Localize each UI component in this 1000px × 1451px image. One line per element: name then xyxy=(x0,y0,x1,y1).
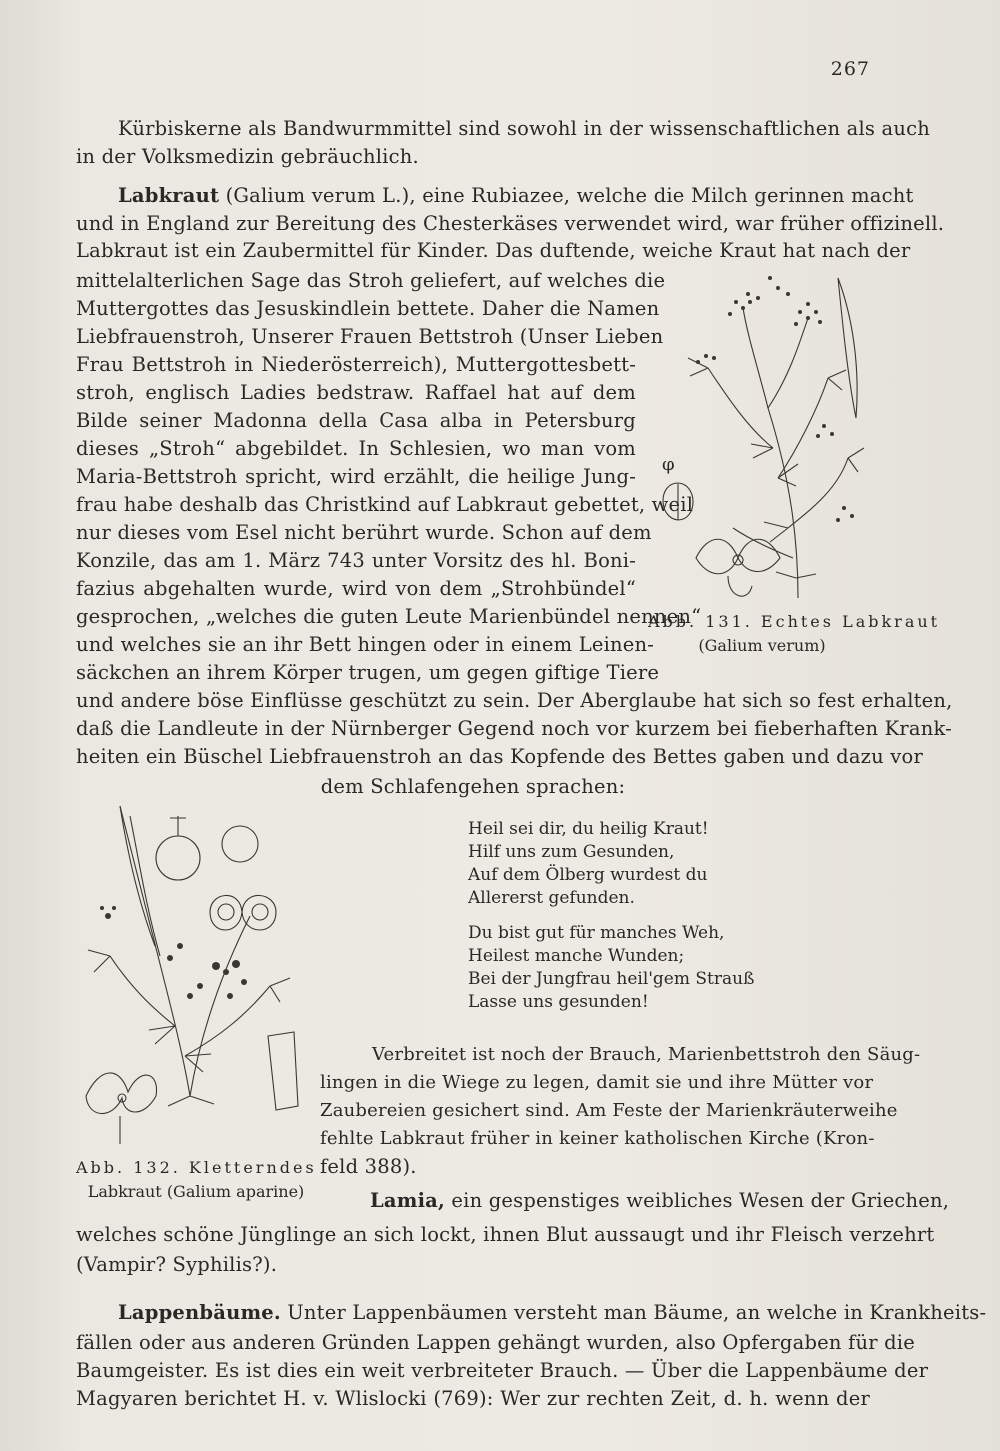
figure-131-caption: Abb. 131. Echtes Labkraut xyxy=(648,612,941,631)
text-line: säckchen an ihrem Körper trugen, um gegen giftige Tiere xyxy=(76,661,660,684)
poem-line: Auf dem Ölberg wurdest du xyxy=(468,865,708,885)
text-line: lingen in die Wiege zu legen, damit sie und ihre Mütter vor xyxy=(320,1072,874,1093)
poem-line: Lasse uns gesunden! xyxy=(468,992,649,1012)
poem-line: Hilf uns zum Gesunden, xyxy=(468,842,675,862)
page-number: 267 xyxy=(830,58,870,80)
text-line: Bilde seiner Madonna della Casa alba in Petersburg xyxy=(76,409,636,432)
figure-132-illustration xyxy=(80,796,315,1148)
entry-term: Lamia, xyxy=(370,1189,446,1212)
text-line: fällen oder aus anderen Gründen Lappen gehängt wurden, also Opfergaben für die xyxy=(76,1331,915,1354)
text-line: nur dieses vom Esel nicht berührt wurde. Schon auf dem xyxy=(76,521,652,544)
poem-line: Du bist gut für manches Weh, xyxy=(468,923,725,943)
text-line: heiten ein Büschel Liebfrauenstroh an das Kopfende des Bettes gaben und dazu vor xyxy=(76,745,923,768)
text-line: stroh, englisch Ladies bedstraw. Raffael hat auf dem xyxy=(76,381,636,404)
figure-label-phi: φ xyxy=(662,454,675,475)
text-line: und in England zur Bereitung des Chesterkäses verwendet wird, war früher offizinell. xyxy=(76,212,945,235)
text-line: Frau Bettstroh in Niederösterreich), Muttergottesbett- xyxy=(76,353,636,376)
text-line: Konzile, das am 1. März 743 unter Vorsitz des hl. Boni- xyxy=(76,549,636,572)
text-line: fehlte Labkraut früher in keiner katholischen Kirche (Kron- xyxy=(320,1128,875,1149)
text-line: welches schöne Jünglinge an sich lockt, ihnen Blut aussaugt und ihr Fleisch verzehrt xyxy=(76,1223,935,1246)
text-line: (Vampir? Syphilis?). xyxy=(76,1253,278,1276)
poem-line: Allererst gefunden. xyxy=(468,888,635,908)
text-line: daß die Landleute in der Nürnberger Gegend noch vor kurzem bei fieberhaften Krank- xyxy=(76,717,952,740)
text-line: Labkraut ist ein Zaubermittel für Kinder. Das duftende, weiche Kraut hat nach der xyxy=(76,239,911,262)
text-line: dieses „Stroh“ abgebildet. In Schlesien, wo man vom xyxy=(76,437,636,460)
text-line: in der Volksmedizin gebräuchlich. xyxy=(76,145,419,168)
text-line: mittelalterlichen Sage das Stroh geliefert, auf welches die xyxy=(76,269,666,292)
text-line: frau habe deshalb das Christkind auf Labkraut gebettet, weil xyxy=(76,493,694,516)
galium-verum-drawing xyxy=(648,258,876,610)
text-line: fazius abgehalten wurde, wird von dem „Strohbündel“ xyxy=(76,577,636,600)
text-line: Lappenbäume. Unter Lappenbäumen versteht man Bäume, an welche in Krankheits- xyxy=(118,1301,987,1324)
poem-line: Heilest manche Wunden; xyxy=(468,946,685,966)
text-line: dem Schlafengehen sprachen: xyxy=(320,775,626,798)
figure-131-caption-latin: (Galium verum) xyxy=(698,636,826,655)
text-line: gesprochen, „welches die guten Leute Marienbündel nennen“ xyxy=(76,605,702,628)
galium-aparine-drawing xyxy=(80,796,315,1148)
text-line: Magyaren berichtet H. v. Wlislocki (769): Wer zur rechten Zeit, d. h. wenn der xyxy=(76,1387,870,1410)
poem-line: Bei der Jungfrau heil'gem Strauß xyxy=(468,969,755,989)
text-line: Labkraut (Galium verum L.), eine Rubiazee, welche die Milch gerinnen macht xyxy=(118,184,914,207)
text-line: feld 388). xyxy=(320,1155,417,1178)
poem-line: Heil sei dir, du heilig Kraut! xyxy=(468,819,709,839)
text-line: Zaubereien gesichert sind. Am Feste der Marienkräuterweihe xyxy=(320,1100,898,1121)
text-line: und welches sie an ihr Bett hingen oder in einem Leinen- xyxy=(76,633,655,656)
figure-132-caption-latin: Labkraut (Galium aparine) xyxy=(87,1182,305,1201)
entry-term: Lappenbäume. xyxy=(118,1301,281,1324)
figure-131-illustration xyxy=(648,258,876,610)
figure-132-caption: Abb. 132. Kletterndes xyxy=(76,1158,317,1177)
text-line: Muttergottes das Jesuskindlein bettete. Daher die Namen xyxy=(76,297,660,320)
entry-term: Labkraut xyxy=(118,184,220,207)
text-line: Verbreitet ist noch der Brauch, Marienbettstroh den Säug- xyxy=(372,1044,921,1065)
text-line: Kürbiskerne als Bandwurmmittel sind sowohl in der wissenschaftlichen als auch xyxy=(118,117,931,140)
text-line: und andere böse Einflüsse geschützt zu sein. Der Aberglaube hat sich so fest erhalten, xyxy=(76,689,953,712)
text-line: Baumgeister. Es ist dies ein weit verbreiteter Brauch. — Über die Lappenbäume der xyxy=(76,1359,929,1382)
text-line: Lamia, ein gespenstiges weibliches Wesen der Griechen, xyxy=(370,1189,950,1212)
text-line: Maria-Bettstroh spricht, wird erzählt, die heilige Jung- xyxy=(76,465,636,488)
text-line: Liebfrauenstroh, Unserer Frauen Bettstroh (Unser Lieben xyxy=(76,325,664,348)
